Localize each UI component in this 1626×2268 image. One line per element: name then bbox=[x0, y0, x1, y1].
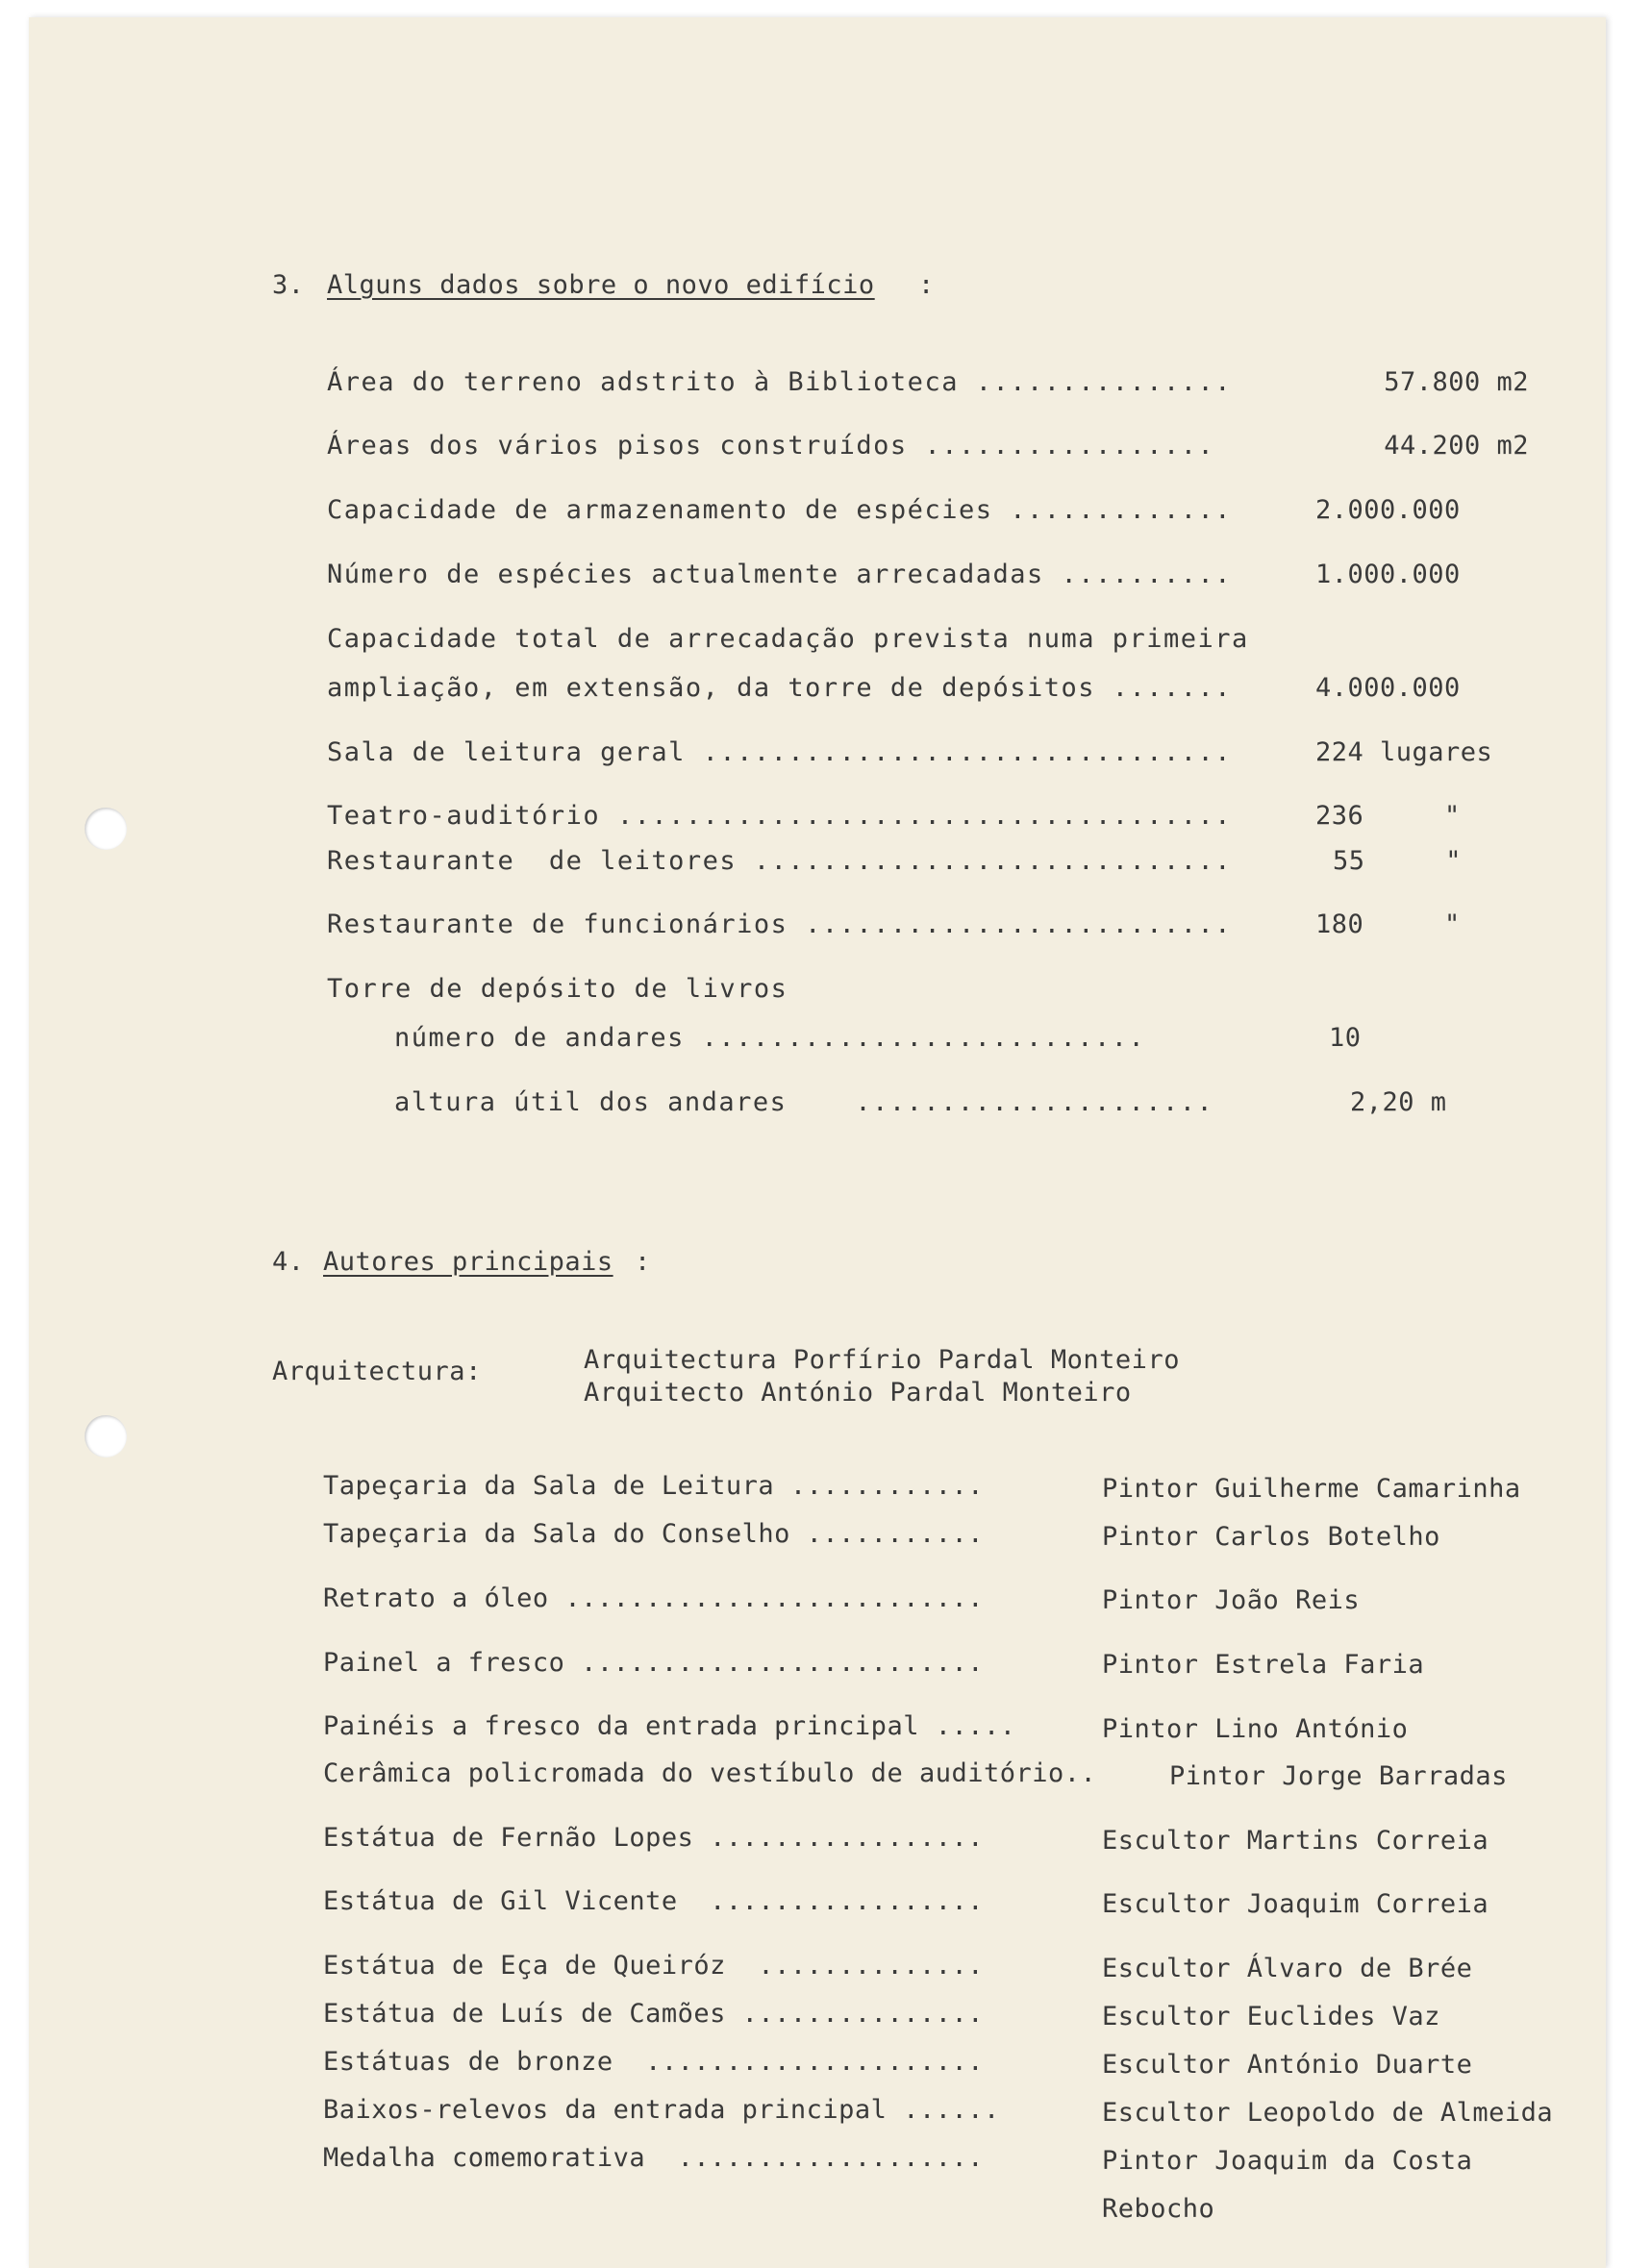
data-row-value: 180 " bbox=[1315, 910, 1461, 939]
data-row-value: 57.800 m2 bbox=[1384, 367, 1529, 397]
work-label: Medalha comemorativa ................... bbox=[323, 2143, 984, 2173]
work-author: Escultor António Duarte bbox=[1102, 2050, 1473, 2080]
data-row-label: Restaurante de leitores ............................ bbox=[327, 846, 1233, 876]
data-row-value: 236 " bbox=[1315, 801, 1461, 831]
data-row-label: Área do terreno adstrito à Biblioteca ............... bbox=[327, 367, 1233, 397]
work-author: Escultor Joaquim Correia bbox=[1102, 1889, 1489, 1919]
work-author: Escultor Martins Correia bbox=[1102, 1826, 1489, 1856]
data-row-label: Teatro-auditório .................................... bbox=[327, 801, 1233, 831]
work-author: Escultor Leopoldo de Almeida bbox=[1102, 2098, 1554, 2128]
data-row-value: 44.200 m2 bbox=[1384, 431, 1529, 461]
data-row-label: Capacidade total de arrecadação prevista numa primeira bbox=[327, 624, 1249, 654]
section-3-heading-colon: : bbox=[918, 270, 935, 300]
punch-hole-bottom bbox=[85, 1415, 127, 1458]
architect-name: Arquitecto António Pardal Monteiro bbox=[584, 1378, 1132, 1408]
data-row-value: 55 " bbox=[1333, 846, 1463, 876]
section-3-number: 3. bbox=[272, 270, 305, 300]
work-label: Tapeçaria da Sala de Leitura ............ bbox=[323, 1471, 984, 1501]
work-author: Pintor Joaquim da Costa bbox=[1102, 2146, 1473, 2176]
section-4-heading-colon: : bbox=[635, 1247, 651, 1277]
work-author: Escultor Euclides Vaz bbox=[1102, 2002, 1440, 2031]
data-row-label: ampliação, em extensão, da torre de depósitos ....... bbox=[327, 673, 1233, 703]
work-label: Retrato a óleo .......................... bbox=[323, 1583, 984, 1613]
section-4-number: 4. bbox=[272, 1247, 305, 1277]
data-row-value: 2.000.000 bbox=[1315, 495, 1461, 525]
data-row-value: 4.000.000 bbox=[1315, 673, 1461, 703]
data-row-label: Torre de depósito de livros bbox=[327, 974, 788, 1004]
data-row-label: Áreas dos vários pisos construídos ................. bbox=[327, 431, 1215, 461]
data-row-label: Número de espécies actualmente arrecadadas .......... bbox=[327, 560, 1233, 589]
data-row-label: número de andares .......................... bbox=[394, 1023, 1146, 1053]
data-row-value: 224 lugares bbox=[1315, 737, 1493, 767]
work-author: Pintor Lino António bbox=[1102, 1714, 1409, 1744]
paper-sheet bbox=[29, 17, 1606, 2268]
work-label: Estátua de Gil Vicente ................. bbox=[323, 1886, 984, 1916]
punch-hole-top bbox=[85, 808, 127, 850]
work-author: Rebocho bbox=[1102, 2194, 1215, 2224]
work-label: Estátua de Fernão Lopes ................. bbox=[323, 1823, 984, 1853]
work-author: Pintor Estrela Faria bbox=[1102, 1650, 1425, 1680]
data-row-label: Sala de leitura geral ............................... bbox=[327, 737, 1233, 767]
work-label: Baixos-relevos da entrada principal ...... bbox=[323, 2095, 1000, 2125]
work-author: Pintor Carlos Botelho bbox=[1102, 1522, 1440, 1552]
work-label: Estátuas de bronze ..................... bbox=[323, 2047, 984, 2077]
work-label: Painéis a fresco da entrada principal ..... bbox=[323, 1711, 1016, 1741]
data-row-value: 2,20 m bbox=[1350, 1087, 1447, 1117]
work-author: Pintor Guilherme Camarinha bbox=[1102, 1474, 1521, 1504]
data-row-value: 10 bbox=[1329, 1023, 1362, 1053]
architecture-label: Arquitectura: bbox=[272, 1357, 482, 1386]
work-author: Pintor João Reis bbox=[1102, 1585, 1361, 1615]
section-3-heading: Alguns dados sobre o novo edifício bbox=[327, 270, 875, 300]
architect-name: Arquitectura Porfírio Pardal Monteiro bbox=[584, 1345, 1180, 1375]
data-row-label: Restaurante de funcionários ......................... bbox=[327, 910, 1233, 939]
work-label: Painel a fresco ......................... bbox=[323, 1648, 984, 1678]
data-row-value: 1.000.000 bbox=[1315, 560, 1461, 589]
section-4-heading: Autores principais bbox=[323, 1247, 613, 1277]
work-label: Cerâmica policromada do vestíbulo de auditório.. bbox=[323, 1758, 1097, 1788]
data-row-label: altura útil dos andares ..................... bbox=[394, 1087, 1214, 1117]
work-author: Pintor Jorge Barradas bbox=[1169, 1761, 1508, 1791]
work-label: Tapeçaria da Sala do Conselho ........... bbox=[323, 1519, 984, 1549]
work-label: Estátua de Luís de Camões ............... bbox=[323, 1999, 984, 2029]
work-label: Estátua de Eça de Queiróz .............. bbox=[323, 1951, 984, 1981]
work-author: Escultor Álvaro de Brée bbox=[1102, 1954, 1473, 1983]
data-row-label: Capacidade de armazenamento de espécies ............. bbox=[327, 495, 1233, 525]
